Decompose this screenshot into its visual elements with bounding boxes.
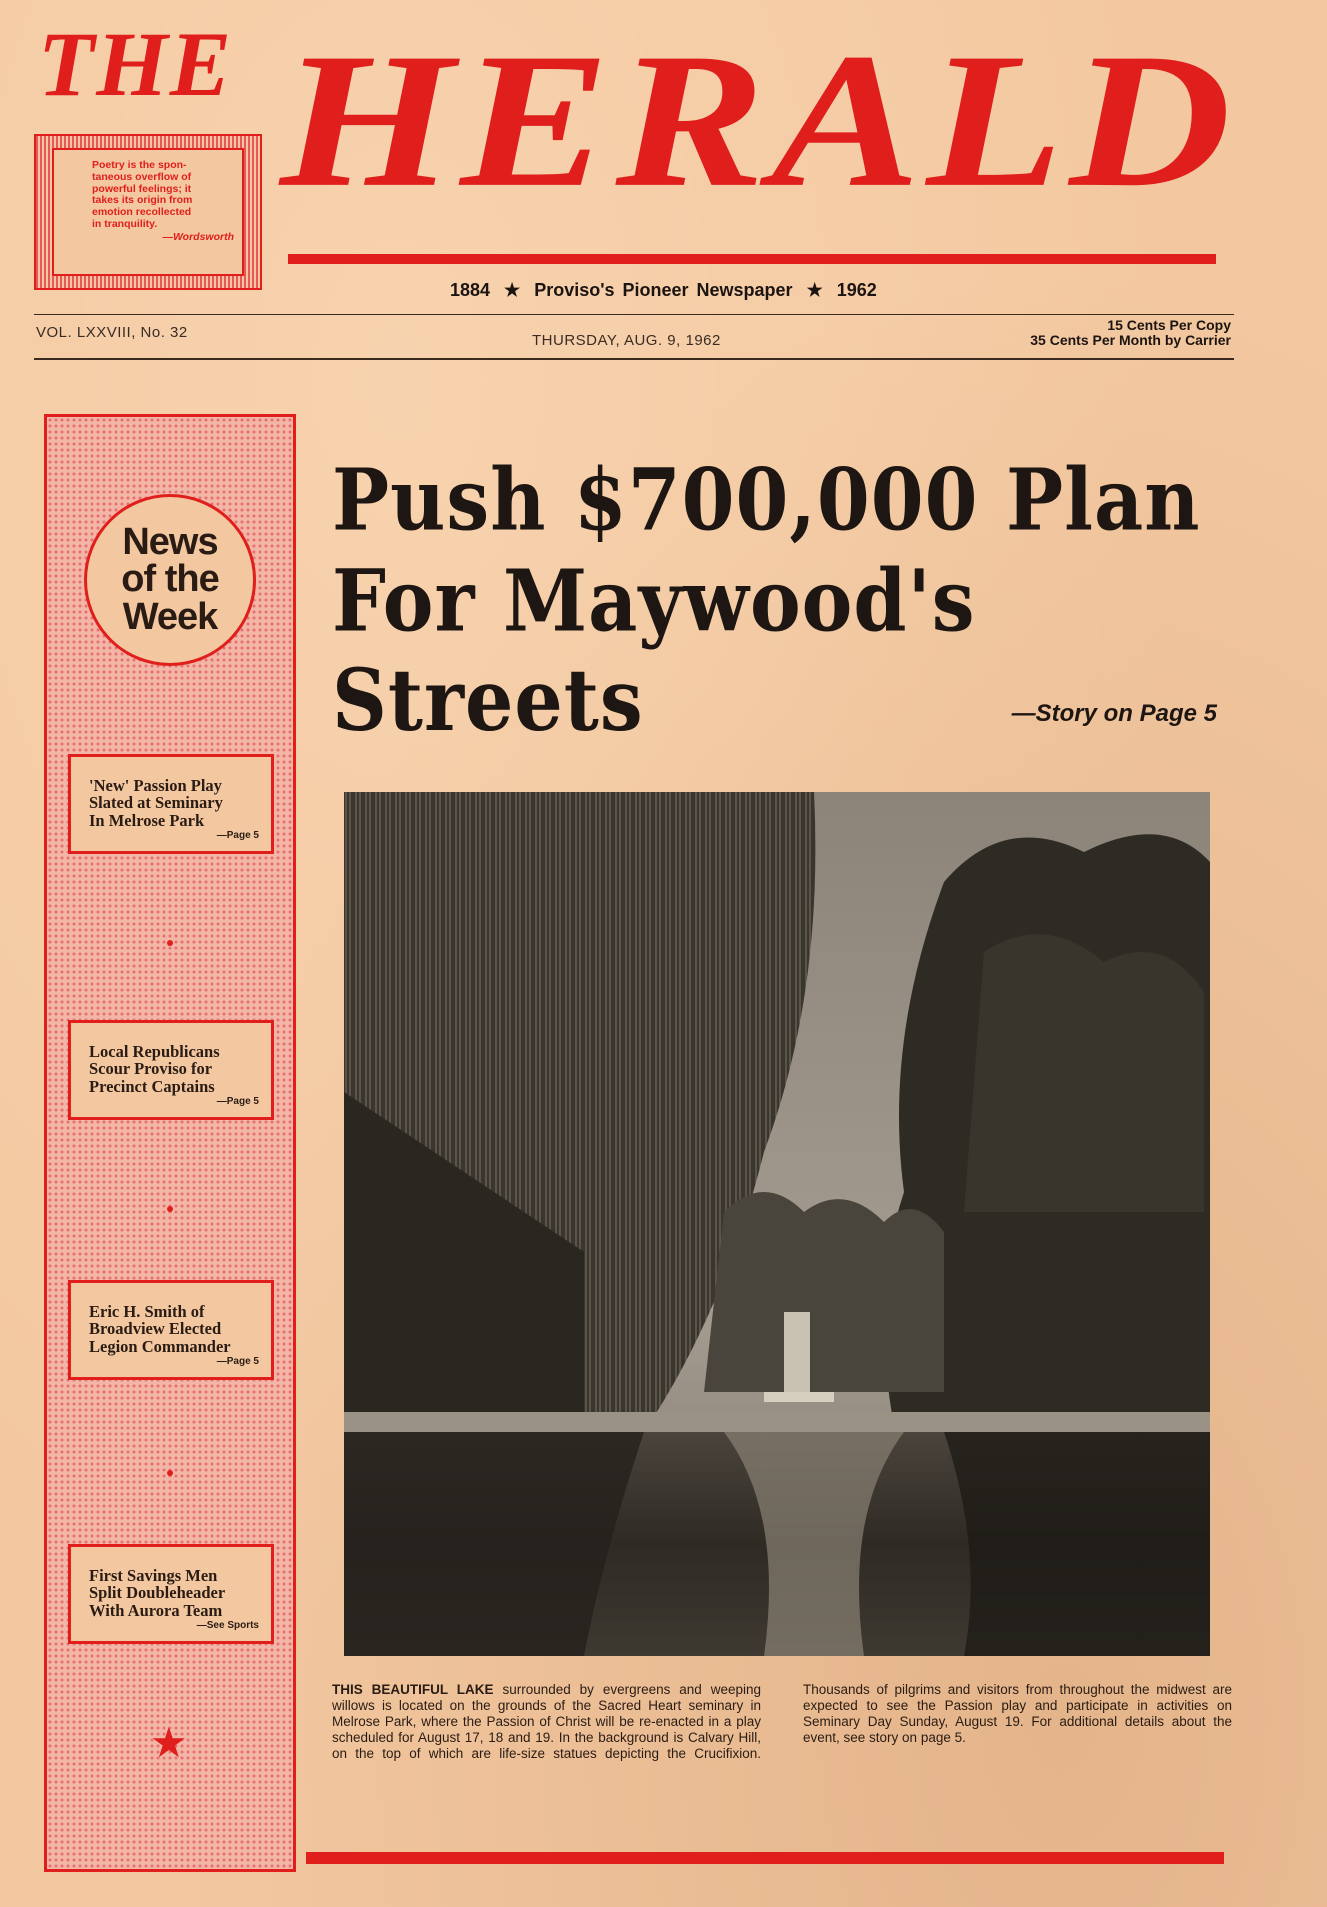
bottom-rule <box>306 1852 1224 1864</box>
bullet-dot <box>167 1470 173 1476</box>
badge-line: Week <box>122 595 218 638</box>
teaser-line: 'New' Passion Play <box>89 776 222 795</box>
price-info <box>1030 318 1231 347</box>
page-reference: —See Sports <box>196 1619 259 1631</box>
lake-photo-illustration <box>344 792 1210 1656</box>
price-per-month: 35 Cents Per Month by Carrier <box>1030 331 1231 348</box>
current-year: 1962 <box>836 280 877 300</box>
badge-line: News <box>122 521 218 564</box>
headline-line-2: For Maywood's Streets <box>332 550 976 751</box>
quote-attribution: —Wordsworth <box>162 230 234 243</box>
star-icon: ★ <box>806 280 823 300</box>
photo-caption <box>332 1682 1232 1762</box>
badge-line: of the <box>121 558 219 601</box>
founding-year: 1884 <box>450 280 491 300</box>
quote-line: emotion recollected <box>92 206 192 218</box>
divider <box>34 314 1234 315</box>
teaser-line: Legion Commander <box>89 1336 231 1356</box>
quote-line: takes its origin from <box>92 194 193 207</box>
story-page-reference[interactable]: —Story on Page 5 <box>1011 700 1217 727</box>
sidebar-item-savings-sports[interactable] <box>68 1544 274 1644</box>
news-of-the-week-badge <box>84 494 256 666</box>
page-reference: —Page 5 <box>216 1095 259 1107</box>
bullet-dot <box>167 1206 173 1212</box>
masthead-tagline <box>450 280 877 301</box>
teaser-line: Scour Proviso for <box>89 1059 213 1079</box>
masthead-the: THE <box>38 13 234 115</box>
quote-text <box>52 148 244 276</box>
headline-line-1: Push $700,000 Plan <box>332 450 1201 550</box>
teaser-line: In Melrose Park <box>89 810 205 830</box>
page-reference: —Page 5 <box>216 829 259 841</box>
teaser-line: Broadview Elected <box>89 1319 222 1339</box>
teaser-line: With Aurora Team <box>89 1600 223 1620</box>
quote-line: powerful feelings; it <box>92 182 192 195</box>
issue-date: THURSDAY, AUG. 9, 1962 <box>532 332 721 349</box>
caption-text: surrounded by evergreens and weeping willows is located on the grounds of the Sacred Heart seminary in Melrose Park, where the Passion of Christ will be re-enacted in a play scheduled for August 17, 18 and 19. In the background is Calvary Hill, on the top of which are life-size statues depicting the Crucifixion. Thousands of pilgrims and visitors from throughout the midwest are expected to see the Passion play and participate in activities on Seminary Day Sunday, August 19. For additional details about the event, see story on page 5. <box>332 1682 1232 1761</box>
sidebar-item-passion-play[interactable] <box>68 754 274 854</box>
masthead-title: HERALD <box>280 13 1238 227</box>
page-reference: —Page 5 <box>216 1355 259 1367</box>
quote-line: in tranquility. <box>92 217 158 230</box>
quote-line: Poetry is the spon- <box>92 159 187 171</box>
price-per-copy: 15 Cents Per Copy <box>1107 317 1231 333</box>
teaser-line: Split Doubleheader <box>89 1583 226 1603</box>
tagline-text: Proviso's Pioneer Newspaper <box>534 280 793 300</box>
star-icon: ★ <box>504 280 521 300</box>
volume-number: VOL. LXXVIII, No. 32 <box>36 324 188 341</box>
teaser-line: Eric H. Smith of <box>89 1302 205 1321</box>
teaser-line: Local Republicans <box>89 1042 220 1061</box>
wordsworth-quote-box <box>34 134 262 290</box>
masthead-rule <box>288 254 1216 264</box>
sidebar-item-legion-commander[interactable] <box>68 1280 274 1380</box>
teaser-line: Precinct Captains <box>89 1076 215 1096</box>
teaser-line: Slated at Seminary <box>89 793 223 813</box>
divider <box>34 358 1234 360</box>
caption-lead: THIS BEAUTIFUL LAKE <box>332 1682 494 1697</box>
star-icon: ★ <box>150 1719 188 1766</box>
sidebar-item-republicans[interactable] <box>68 1020 274 1120</box>
teaser-line: First Savings Men <box>89 1566 218 1585</box>
lake-photo <box>344 792 1210 1656</box>
bullet-dot <box>167 940 173 946</box>
quote-line: taneous overflow of <box>92 170 192 183</box>
